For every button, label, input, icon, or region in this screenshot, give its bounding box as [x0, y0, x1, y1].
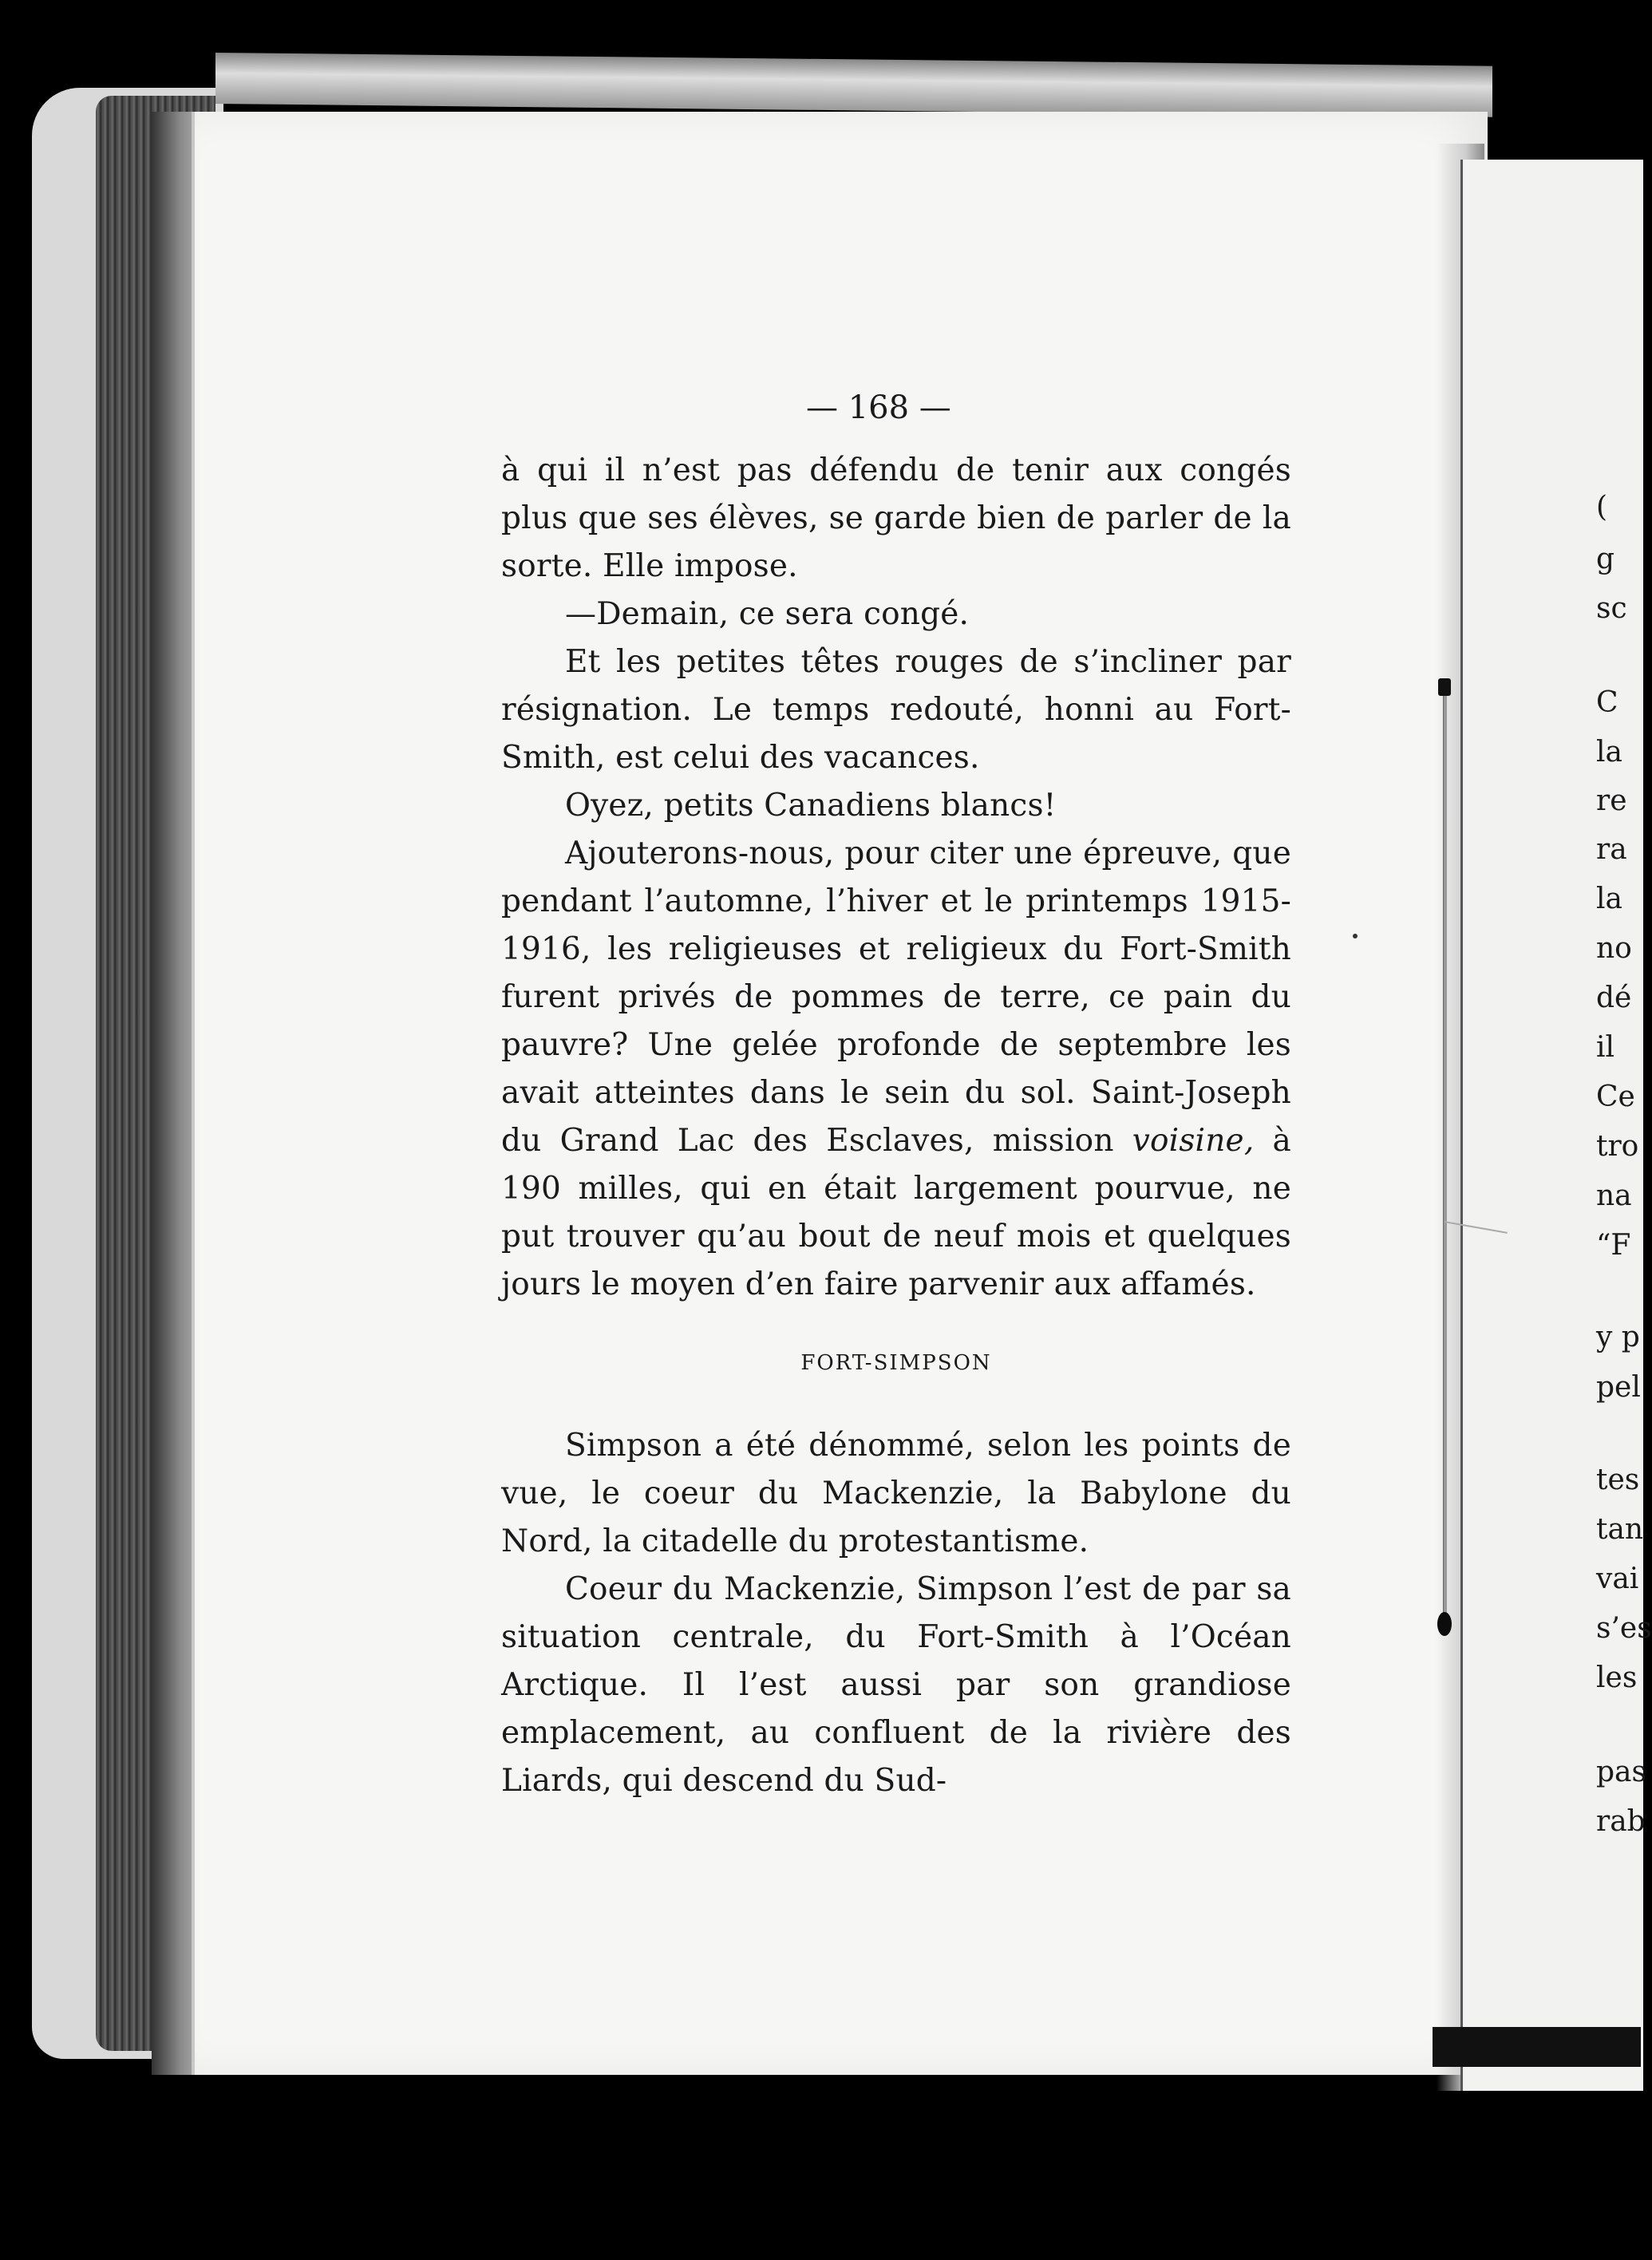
mission-before: mission — [992, 1123, 1132, 1159]
ribbon-top-knot — [1438, 678, 1451, 696]
facing-fragment: il — [1596, 1031, 1615, 1064]
facing-fragment: la — [1596, 736, 1622, 768]
paragraph-5-text: Ajouterons-nous, pour citer une épreuve, que pendant l’automne, l’hiver et le printemps 1915-1916, les religieuses et religieux du Fort-Smith furent privés de pommes de terre, ce pain du pauvre? Une gelée profonde de septembre les avait atteintes dans le sein du sol. Saint-Joseph du Grand Lac des Esclaves, — [501, 836, 1291, 1159]
facing-fragment: tes — [1596, 1464, 1640, 1496]
facing-fragment: re — [1596, 784, 1627, 817]
bookmark-ribbon — [1437, 678, 1452, 1636]
facing-fragment: na — [1596, 1179, 1632, 1212]
paragraph-2: —Demain, ce sera congé. — [565, 596, 970, 632]
page-number: — 168 — — [806, 389, 951, 426]
facing-fragment: la — [1596, 883, 1622, 915]
mission-after: à 190 milles, qui en était largement — [501, 1123, 1291, 1207]
facing-page-bottom-shadow — [1433, 2027, 1641, 2067]
paragraph-4: Oyez, petits Canadiens blancs! — [565, 788, 1057, 824]
section-heading: FORT-SIMPSON — [800, 1351, 992, 1375]
paragraph-1: à qui il n’est pas défendu de tenir aux congés plus que ses élèves, se garde bien de parler de la sorte. Elle impose. — [501, 452, 1291, 584]
facing-fragment: les — [1596, 1661, 1638, 1694]
paragraph-5-end: pourvue, ne put trouver qu’au bout de neuf mois et quelques jours le moyen d’en faire parvenir aux affamés. — [501, 1171, 1291, 1302]
ribbon-bottom-knot — [1437, 1612, 1452, 1636]
facing-fragment: pas — [1596, 1756, 1646, 1788]
facing-fragment: ( — [1596, 491, 1608, 524]
facing-fragment: g — [1596, 543, 1615, 575]
facing-fragment: y p — [1596, 1321, 1640, 1353]
facing-page — [1460, 160, 1652, 2091]
facing-fragment: Ce — [1596, 1081, 1635, 1113]
page-text-block — [501, 447, 1291, 1805]
dust-speck — [1353, 934, 1358, 938]
ribbon-thread — [1443, 686, 1447, 1628]
facing-fragment: ra — [1596, 833, 1627, 866]
facing-fragment: tro — [1596, 1130, 1639, 1163]
facing-fragment: C — [1596, 686, 1618, 719]
facing-fragment: vai — [1596, 1563, 1639, 1595]
section-paragraph-1: Simpson a été dénommé, selon les points de vue, le coeur du Mackenzie, la Babylone du Nord, la citadelle du protestantisme. — [501, 1428, 1291, 1559]
mission-italic: voisine, — [1132, 1123, 1255, 1159]
facing-fragment: dé — [1596, 982, 1632, 1014]
top-page-edges — [215, 53, 1492, 117]
paragraph-5 — [501, 830, 1291, 1309]
facing-fragment: sc — [1596, 592, 1627, 625]
facing-fragment: no — [1596, 932, 1632, 965]
facing-fragment: pel — [1596, 1371, 1641, 1404]
section-paragraph-2: Coeur du Mackenzie, Simpson l’est de par sa situation centrale, du Fort-Smith à l’Océan Arctique. Il l’est aussi par son grandiose emplacement, au confluent de la rivière des Liards, qui descend du Sud- — [501, 1571, 1291, 1799]
facing-fragment: “F — [1596, 1229, 1631, 1262]
facing-fragment: rab — [1596, 1805, 1646, 1838]
paragraph-3: Et les petites têtes rouges de s’incliner par résignation. Le temps redouté, honni au Fort-Smith, est celui des vacances. — [501, 644, 1291, 776]
facing-fragment: tan — [1596, 1513, 1644, 1546]
facing-fragment: s’es — [1596, 1612, 1652, 1645]
